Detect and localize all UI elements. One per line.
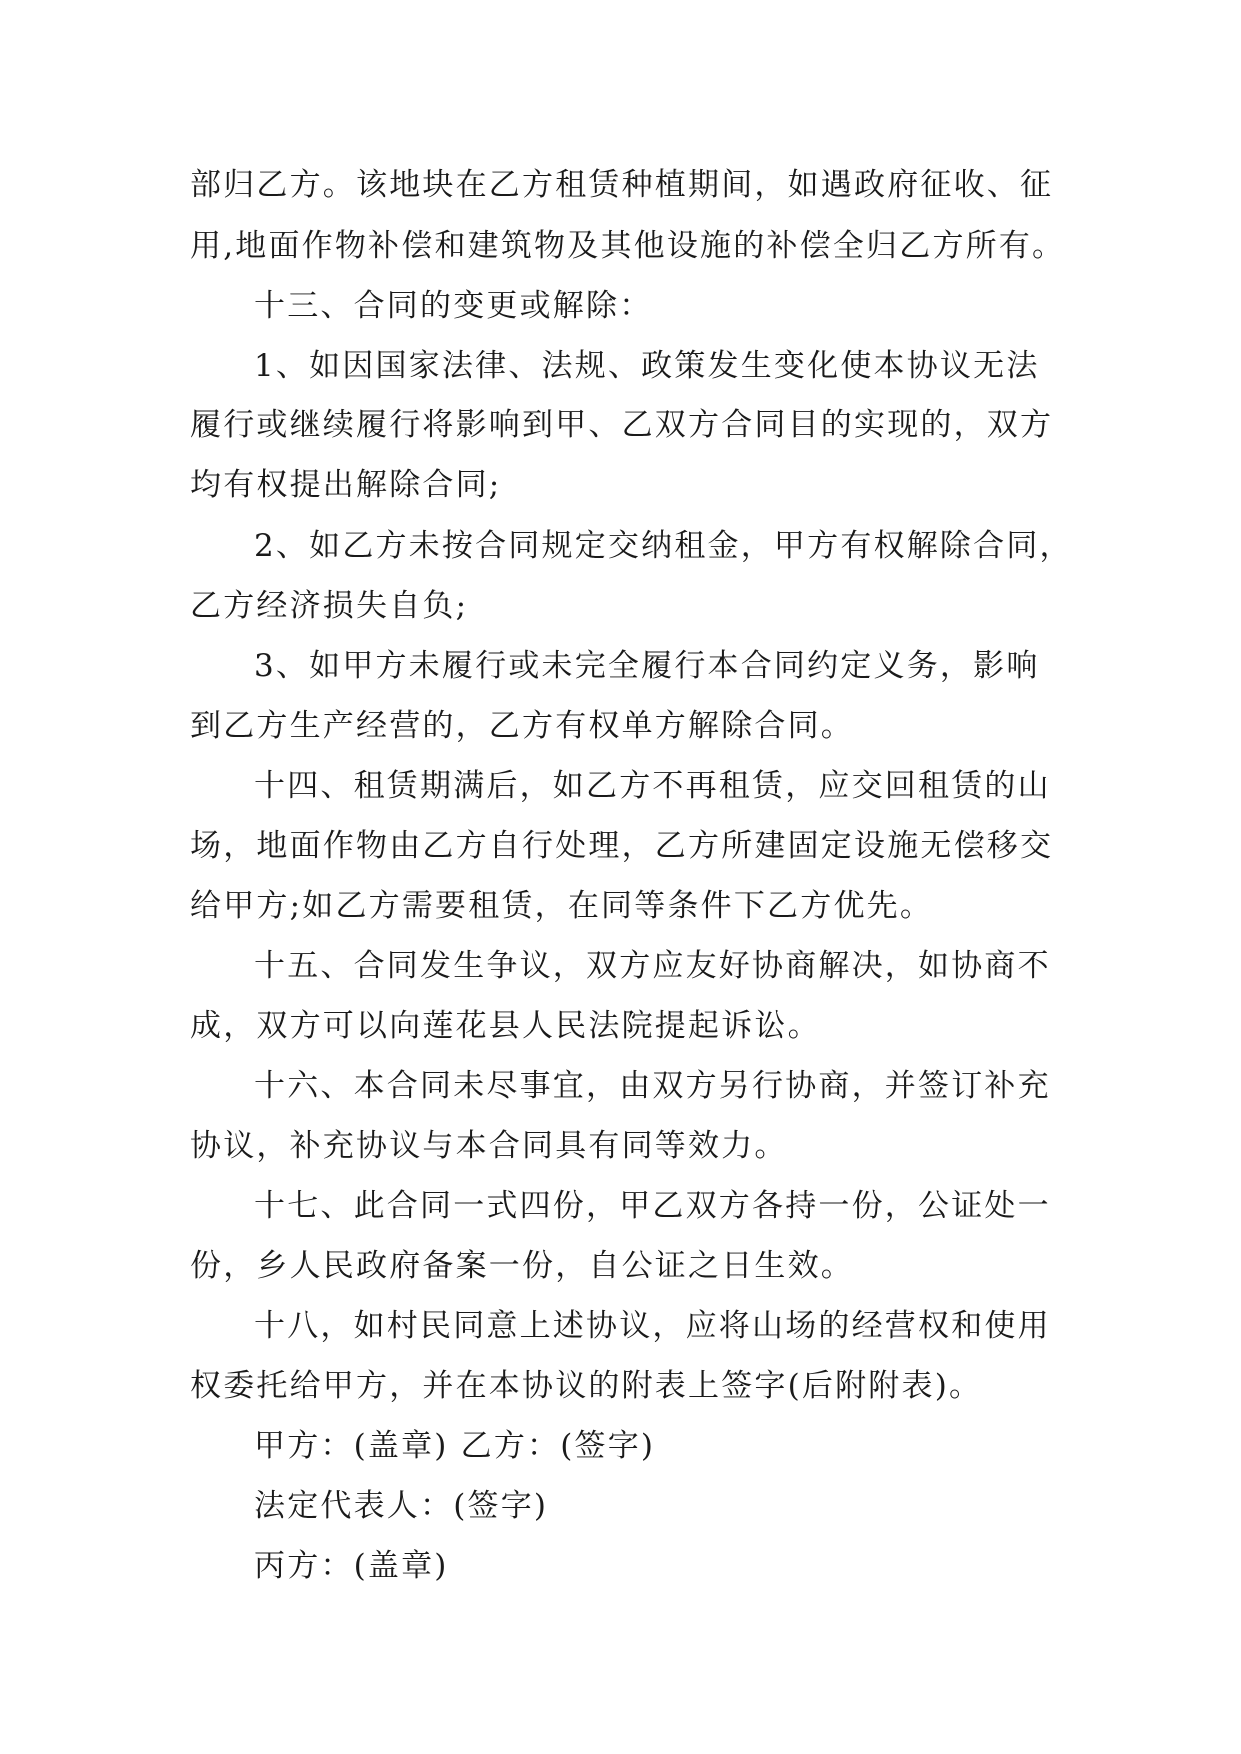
signature-party-c: 丙方：(盖章) xyxy=(254,1548,449,1584)
text-line: 成，双方可以向莲花县人民法院提起诉讼。 xyxy=(190,1008,821,1044)
text-line: 用,地面作物补偿和建筑物及其他设施的补偿全归乙方所有。 xyxy=(190,228,1066,264)
section-16: 十六、本合同未尽事宜，由双方另行协商，并签订补充 xyxy=(254,1068,1051,1104)
text-line: 份，乡人民政府备案一份，自公证之日生效。 xyxy=(190,1248,854,1284)
section-18: 十八，如村民同意上述协议，应将山场的经营权和使用 xyxy=(254,1308,1051,1344)
text-line: 给甲方;如乙方需要租赁，在同等条件下乙方优先。 xyxy=(190,888,934,924)
text-line: 部归乙方。该地块在乙方租赁种植期间，如遇政府征收、征 xyxy=(190,167,1054,203)
signature-legal-representative: 法定代表人：(签字) xyxy=(254,1488,549,1524)
section-17: 十七、此合同一式四份，甲乙双方各持一份，公证处一 xyxy=(254,1188,1051,1224)
text-line: 3、如甲方未履行或未完全履行本合同约定义务，影响 xyxy=(254,648,1040,684)
text-line: 乙方经济损失自负; xyxy=(190,588,469,624)
text-line: 权委托给甲方，并在本协议的附表上签字(后附附表)。 xyxy=(190,1368,983,1404)
text-line: 均有权提出解除合同; xyxy=(190,467,502,503)
text-line: 履行或继续履行将影响到甲、乙双方合同目的实现的，双方 xyxy=(190,407,1054,443)
section-15: 十五、合同发生争议，双方应友好协商解决，如协商不 xyxy=(254,948,1051,984)
text-line: 到乙方生产经营的，乙方有权单方解除合同。 xyxy=(190,708,854,744)
text-line: 2、如乙方未按合同规定交纳租金，甲方有权解除合同， xyxy=(254,528,1073,564)
section-heading-13: 十三、合同的变更或解除： xyxy=(254,288,653,324)
text-line: 场，地面作物由乙方自行处理，乙方所建固定设施无偿移交 xyxy=(190,828,1054,864)
text-line: 协议，补充协议与本合同具有同等效力。 xyxy=(190,1128,788,1164)
signature-party-a-b: 甲方：(盖章) 乙方：(签字) xyxy=(254,1428,656,1464)
text-line: 1、如因国家法律、法规、政策发生变化使本协议无法 xyxy=(254,348,1040,384)
section-14: 十四、租赁期满后，如乙方不再租赁，应交回租赁的山 xyxy=(254,768,1051,804)
